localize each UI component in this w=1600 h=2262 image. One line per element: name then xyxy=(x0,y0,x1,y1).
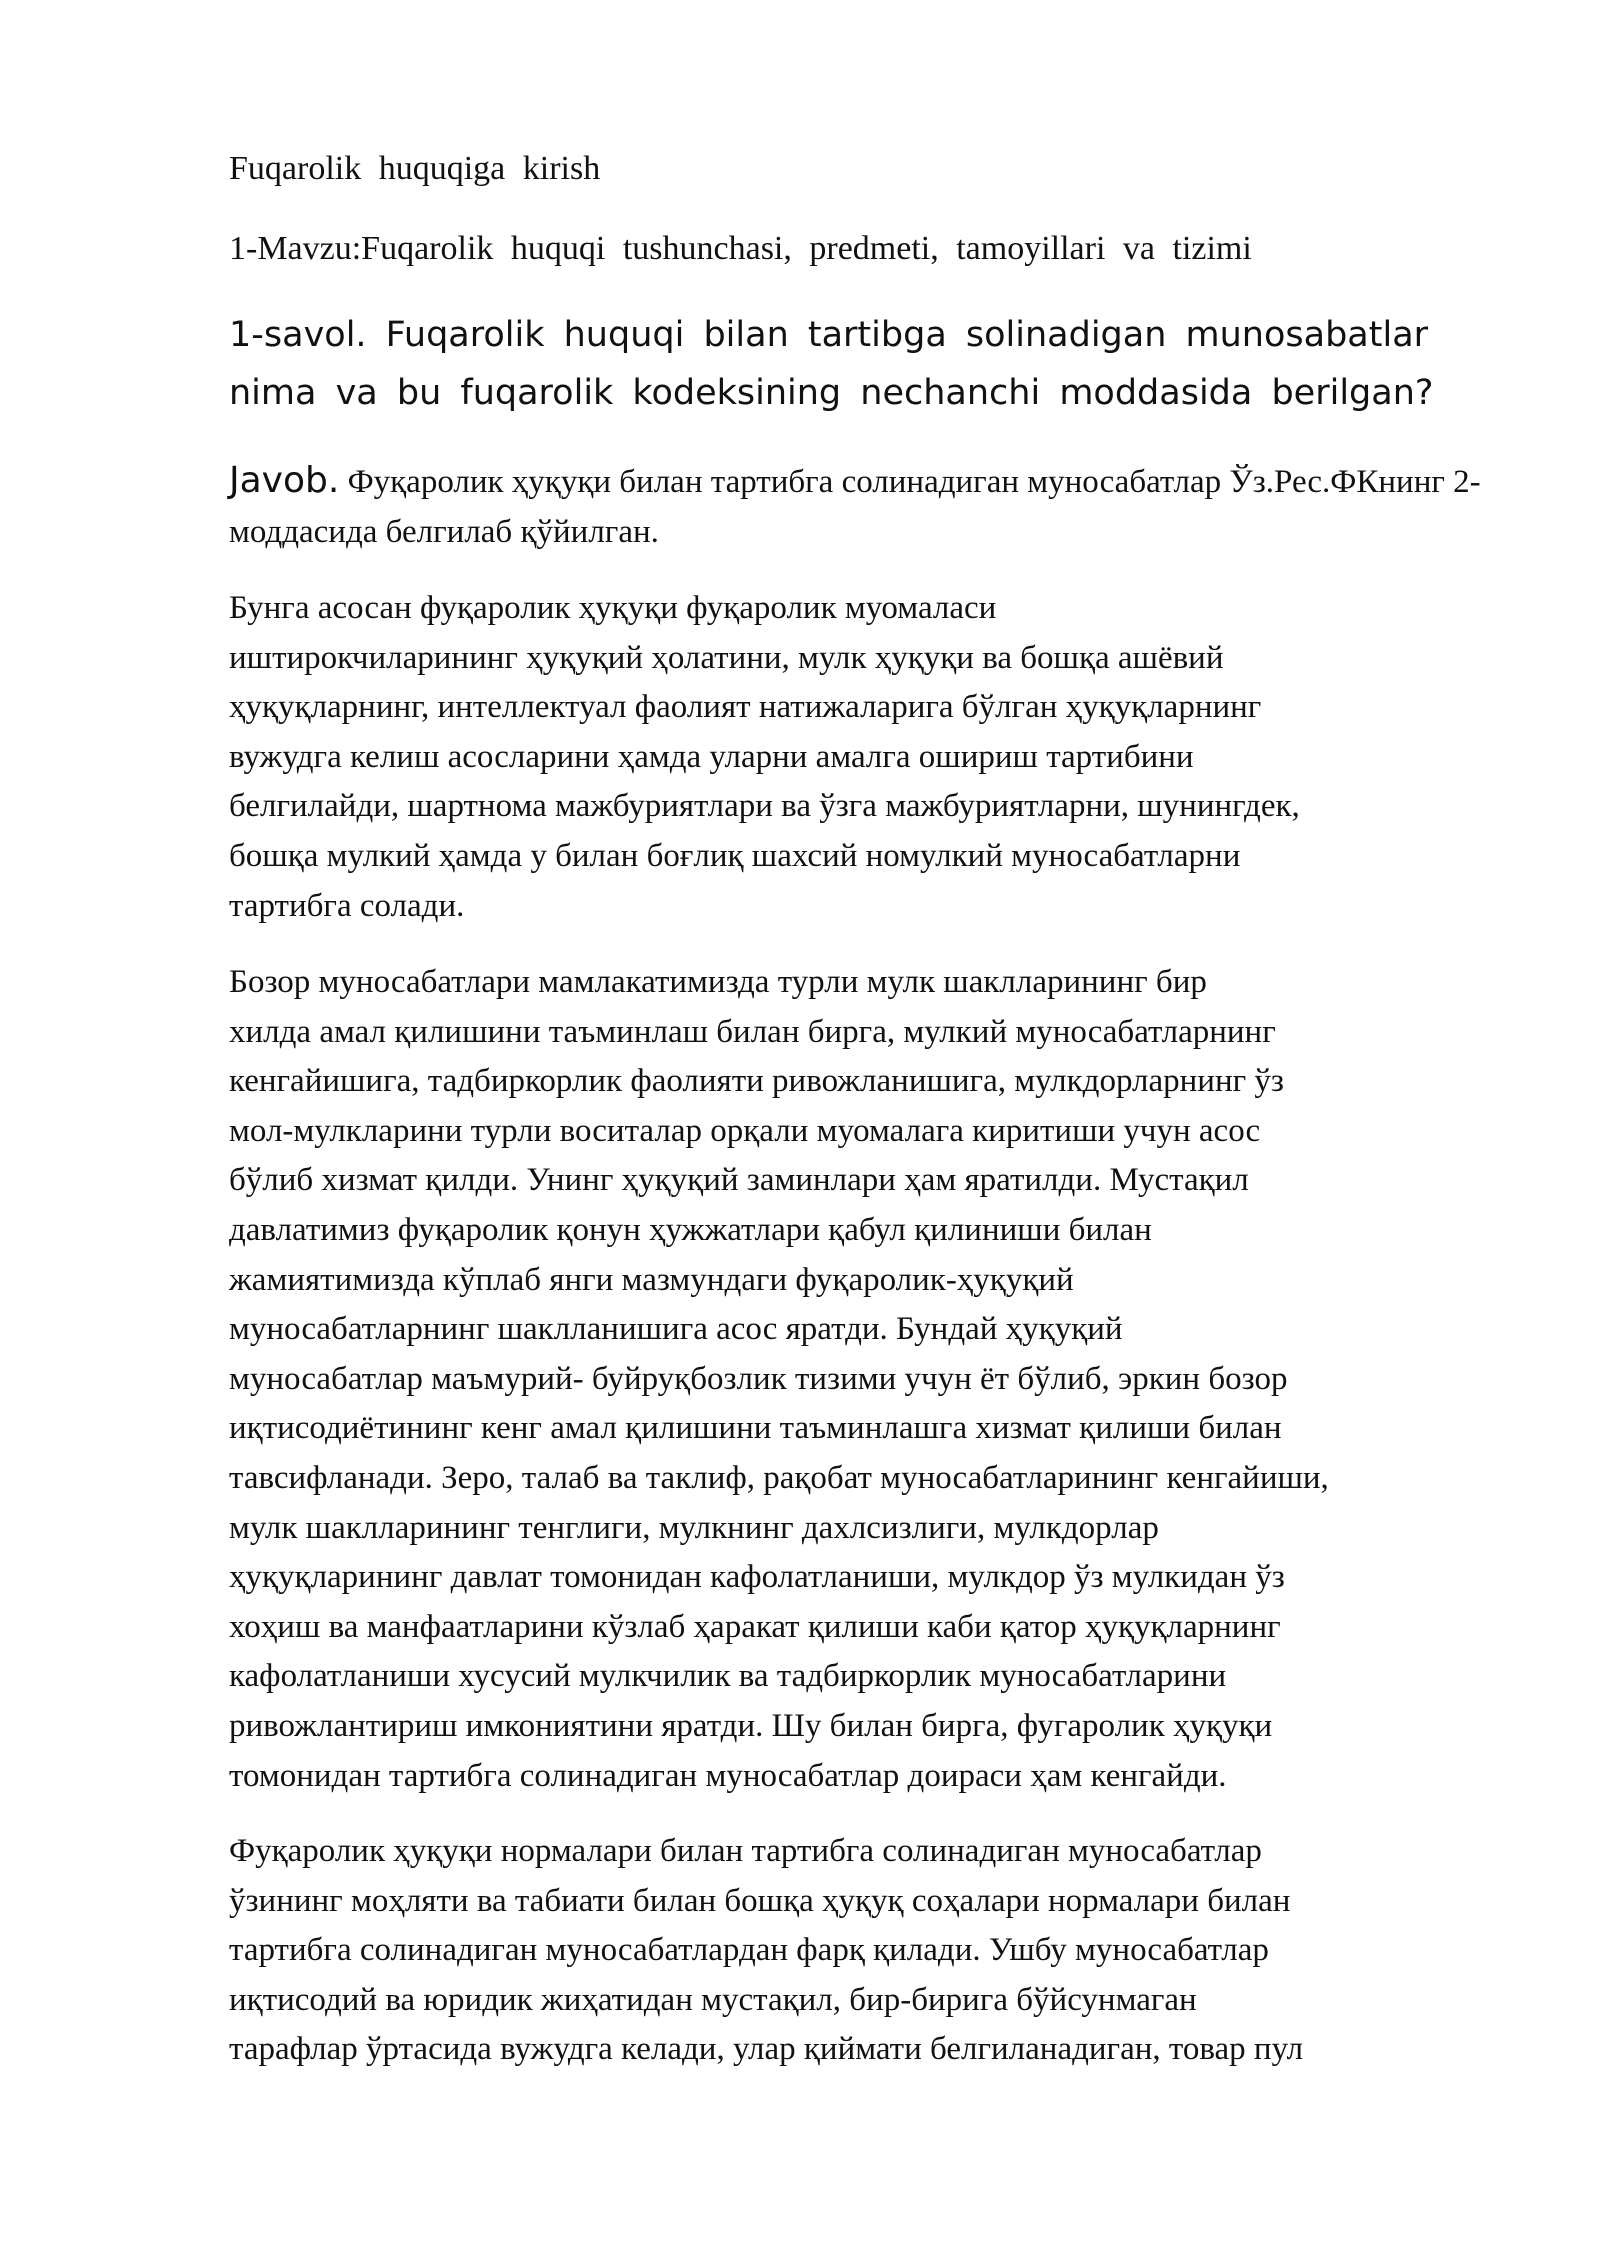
paragraph-3: Фуқаролик ҳуқуқи нормалари билан тартибга солинадиган муносабатлар ўзининг моҳляти ва табиати билан бошқа ҳуқуқ соҳалари нормалари билан тартибга солинадиган муносабатлардан фарқ қилади. Ушбу муносабатлар иқтисодий ва юридик жиҳатидан мустақил, бир-бирига бўйсунмаган тарафлар ўртасида вужудга келади, улар қиймати белгиланадиган, товар пул xyxy=(229,1833,1304,2068)
paragraph-1: Бунга асосан фуқаролик ҳуқуқи фуқаролик муомаласи иштирокчиларининг ҳуқуқий ҳолатини, мулк ҳуқуқи ва бошқа ашёвий ҳуқуқларнинг, интеллектуал фаолият натижаларига бўлган ҳуқуқларнинг вужудга келиш асосларини ҳамда уларни амалга ошириш тартибини белгилайди, шартнома мажбуриятлари ва ўзга мажбуриятларни, шунингдек, бошқа мулкий ҳамда у билан боғлиқ шахсий номулкий муносабатларни тартибга солади. xyxy=(229,590,1300,924)
answer-block xyxy=(229,456,1529,557)
course-title: Fuqarolik huquqiga kirish xyxy=(229,150,601,187)
topic-title: 1-Mavzu:Fuqarolik huquqi tushunchasi, predmeti, tamoyillari va tizimi xyxy=(229,230,1252,267)
answer-text: Фуқаролик ҳуқуқи билан тартибга солинадиган муносабатлар Ўз.Рес.ФКнинг 2-моддасида белгилаб қўйилган. xyxy=(229,464,1481,550)
answer-label: Javob. xyxy=(229,460,340,501)
paragraph-2: Бозор муносабатлари мамлакатимизда турли мулк шаклларининг бир хилда амал қилишини таъминлаш билан бирга, мулкий муносабатларнинг кенгайишига, тадбиркорлик фаолияти ривожланишига, мулкдорларнинг ўз мол-мулкларини турли воситалар орқали муомалага киритиши учун асос бўлиб хизмат қилди. Унинг ҳуқуқий заминлари ҳам яратилди. Мустақил давлатимиз фуқаролик қонун ҳужжатлари қабул қилиниши билан жамиятимизда кўплаб янги мазмундаги фуқаролик-ҳуқуқий муносабатларнинг шаклланишига асос яратди. Бундай ҳуқуқий муносабатлар маъмурий- буйруқбозлик тизими учун ёт бўлиб, эркин бозор иқтисодиётининг кенг амал қилишини таъминлашга хизмат қилиши билан тавсифланади. Зеро, талаб ва таклиф, рақобат муносабатларининг кенгайиши, мулк шаклларининг тенглиги, мулкнинг дахлсизлиги, мулкдорлар ҳуқуқларининг давлат томонидан кафолатланиши, мулкдор ўз мулкидан ўз хоҳиш ва манфаатларини кўзлаб ҳаракат қилиши каби қатор ҳуқуқларнинг кафолатланиши хусусий мулкчилик ва тадбиркорлик муносабатларини ривожлантириш имкониятини яратди. Шу билан бирга, фугаролик ҳуқуқи томонидан тартибга солинадиган муносабатлар доираси ҳам кенгайди. xyxy=(229,964,1329,1794)
question-heading: 1-savol. Fuqarolik huquqi bilan tartibga solinadigan munosabatlar nima va bu fuqarolik kodeksining nechanchi moddasida berilgan? xyxy=(229,315,1434,413)
